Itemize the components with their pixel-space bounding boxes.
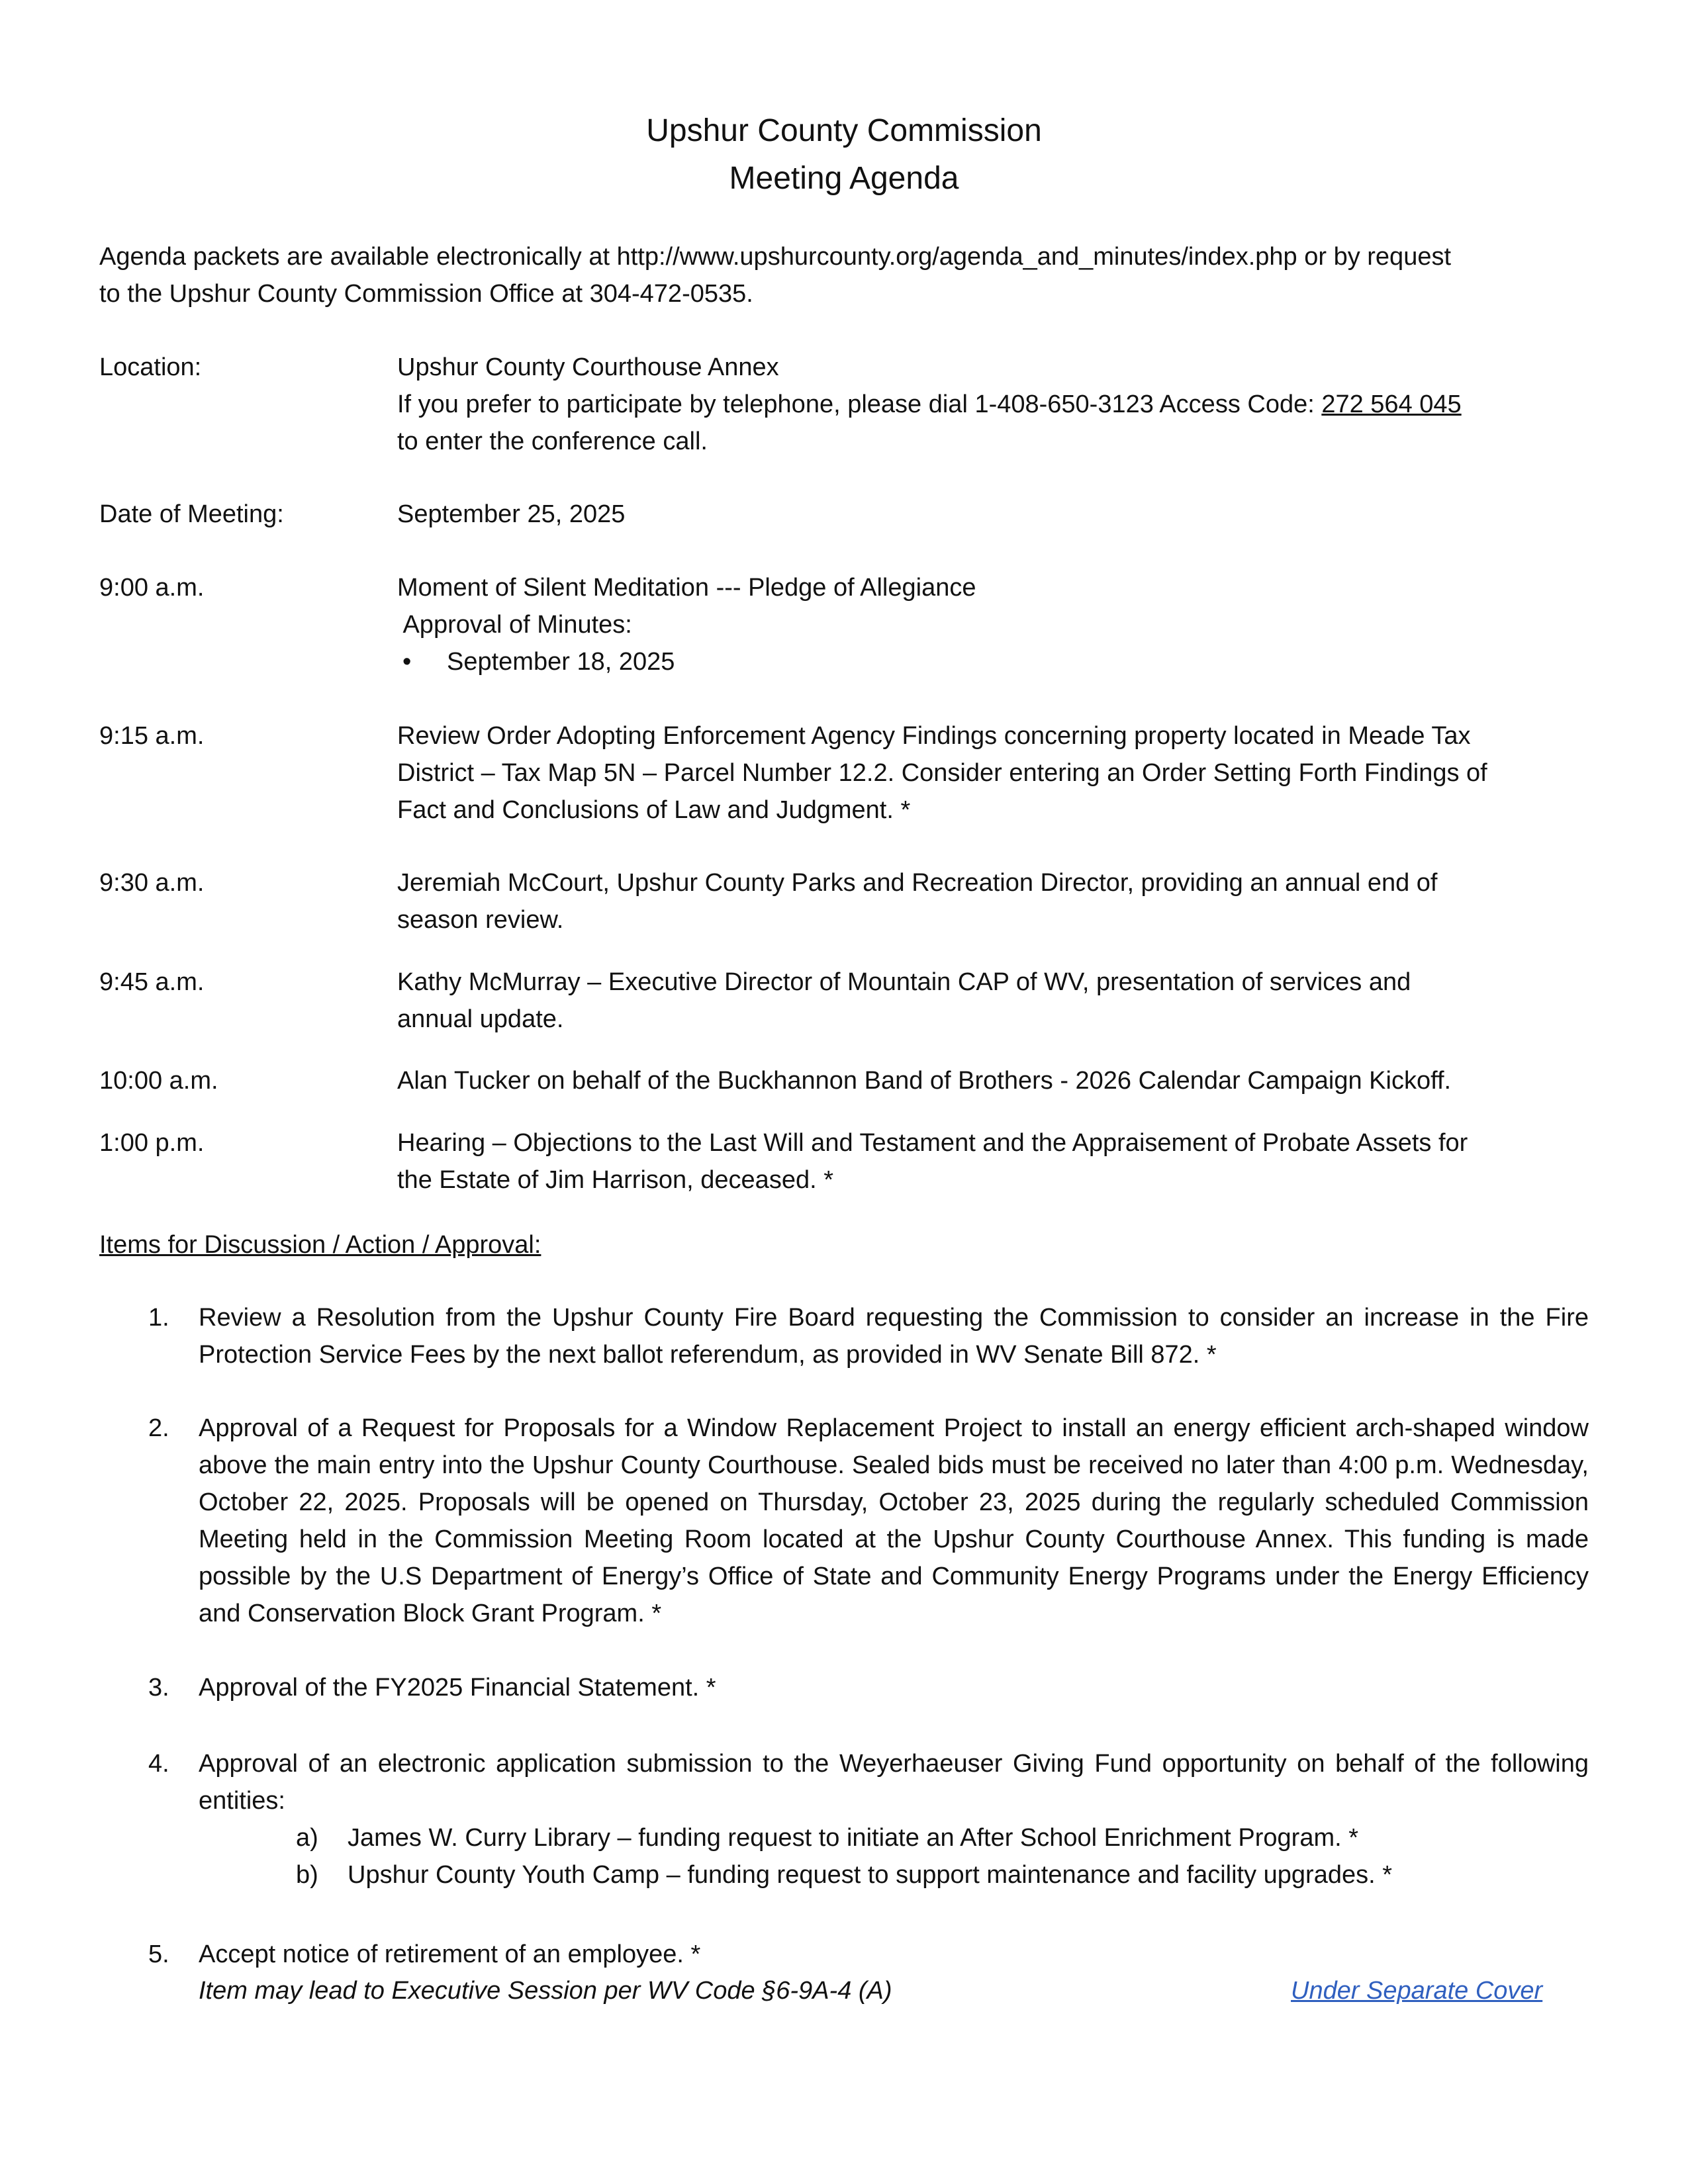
- item-number: 4.: [148, 1750, 169, 1778]
- phone-text: If you prefer to participate by telephone, please dial 1-408-650-3123 Access Code:: [397, 390, 1322, 418]
- sub-item-label: b): [296, 1861, 318, 1889]
- schedule-line: the Estate of Jim Harrison, deceased. *: [397, 1166, 833, 1194]
- separate-cover-link[interactable]: Under Separate Cover: [1291, 1977, 1543, 2005]
- schedule-desc: [397, 864, 1589, 938]
- item-text: Approval of the FY2025 Financial Statement. *: [199, 1674, 716, 1702]
- location-line: Upshur County Courthouse Annex: [397, 353, 779, 381]
- schedule-time: 1:00 p.m.: [99, 1129, 205, 1157]
- minutes-bullet-item: [397, 643, 1589, 680]
- schedule-desc: [397, 1062, 1589, 1099]
- access-code: 272 564 045: [1321, 390, 1462, 418]
- intro-paragraph: [99, 238, 1589, 312]
- sub-item-label: a): [296, 1824, 318, 1852]
- schedule-line: annual update.: [397, 1005, 564, 1033]
- schedule-line: Approval of Minutes:: [397, 611, 632, 639]
- schedule-line: District – Tax Map 5N – Parcel Number 12.2. Consider entering an Order Setting Forth Findings of: [397, 759, 1487, 787]
- title-block: [0, 107, 1688, 203]
- intro-line: to the Upshur County Commission Office at 304-472-0535.: [99, 280, 753, 308]
- schedule-time: 9:30 a.m.: [99, 869, 205, 897]
- schedule-line: Jeremiah McCourt, Upshur County Parks and Recreation Director, providing an annual end of: [397, 869, 1438, 897]
- location-line: to enter the conference call.: [397, 428, 708, 455]
- phone-line: [397, 386, 1589, 423]
- item-number: 5.: [148, 1940, 169, 1968]
- schedule-time: 10:00 a.m.: [99, 1067, 218, 1095]
- schedule-desc: [397, 717, 1589, 829]
- bullet-icon: •: [402, 648, 412, 676]
- schedule-line: Kathy McMurray – Executive Director of Mountain CAP of WV, presentation of services and: [397, 968, 1411, 996]
- date-label: Date of Meeting:: [99, 500, 284, 528]
- schedule-time: 9:45 a.m.: [99, 968, 205, 996]
- item-number: 3.: [148, 1674, 169, 1702]
- item-number: 2.: [148, 1414, 169, 1442]
- schedule-line: Fact and Conclusions of Law and Judgment. *: [397, 796, 911, 824]
- schedule-desc: [397, 569, 1589, 680]
- page-subtitle: Meeting Agenda: [729, 161, 959, 196]
- schedule-time: 9:15 a.m.: [99, 722, 205, 750]
- item-text: Accept notice of retirement of an employee. *: [199, 1940, 701, 1968]
- sub-item-text: Upshur County Youth Camp – funding request to support maintenance and facility upgrades. *: [348, 1861, 1393, 1889]
- discussion-heading: Items for Discussion / Action / Approval:: [99, 1231, 541, 1259]
- location-value: [397, 349, 1589, 460]
- minutes-date: September 18, 2025: [447, 648, 675, 676]
- schedule-time: 9:00 a.m.: [99, 574, 205, 602]
- schedule-line: season review.: [397, 906, 564, 934]
- item-text: Review a Resolution from the Upshur County Fire Board requesting the Commission to consider an increase in the Fire Protection Service Fees by the next ballot referendum, as provided in WV Senate Bill 872. *: [199, 1304, 1589, 1369]
- item-text: Approval of a Request for Proposals for a Window Replacement Project to install an energy efficient arch-shaped window above the main entry into the Upshur County Courthouse. Sealed bids must be received no later than 4:00 p.m. Wednesday, October 22, 2025. Proposals will be opened on Thursday, October 23, 2025 during the regularly scheduled Commission Meeting held in the Commission Meeting Room located at the Upshur County Courthouse Annex. This funding is made possible by the U.S Department of Energy’s Office of State and Community Energy Programs under the Energy Efficiency and Conservation Block Grant Program. *: [199, 1414, 1589, 1627]
- schedule-desc: [397, 1124, 1589, 1199]
- schedule-line: Hearing – Objections to the Last Will and Testament and the Appraisement of Probate Assets for: [397, 1129, 1468, 1157]
- location-label: Location:: [99, 353, 202, 381]
- schedule-line: Alan Tucker on behalf of the Buckhannon Band of Brothers - 2026 Calendar Campaign Kickoff.: [397, 1067, 1452, 1095]
- schedule-line: Review Order Adopting Enforcement Agency Findings concerning property located in Meade Tax: [397, 722, 1471, 750]
- date-value: September 25, 2025: [397, 500, 626, 528]
- schedule-line: Moment of Silent Meditation --- Pledge of Allegiance: [397, 574, 976, 602]
- schedule-desc: [397, 964, 1589, 1038]
- item-number: 1.: [148, 1304, 169, 1332]
- sub-item-text: James W. Curry Library – funding request to initiate an After School Enrichment Program. *: [348, 1824, 1359, 1852]
- page-title: Upshur County Commission: [646, 113, 1042, 148]
- item-text: Approval of an electronic application submission to the Weyerhaeuser Giving Fund opportunity on behalf of the following entities:: [199, 1750, 1589, 1815]
- intro-line: Agenda packets are available electronically at http://www.upshurcounty.org/agenda_and_minutes/index.php or by request: [99, 243, 1452, 271]
- executive-session-note: Item may lead to Executive Session per WV Code §6-9A-4 (A): [199, 1977, 892, 2005]
